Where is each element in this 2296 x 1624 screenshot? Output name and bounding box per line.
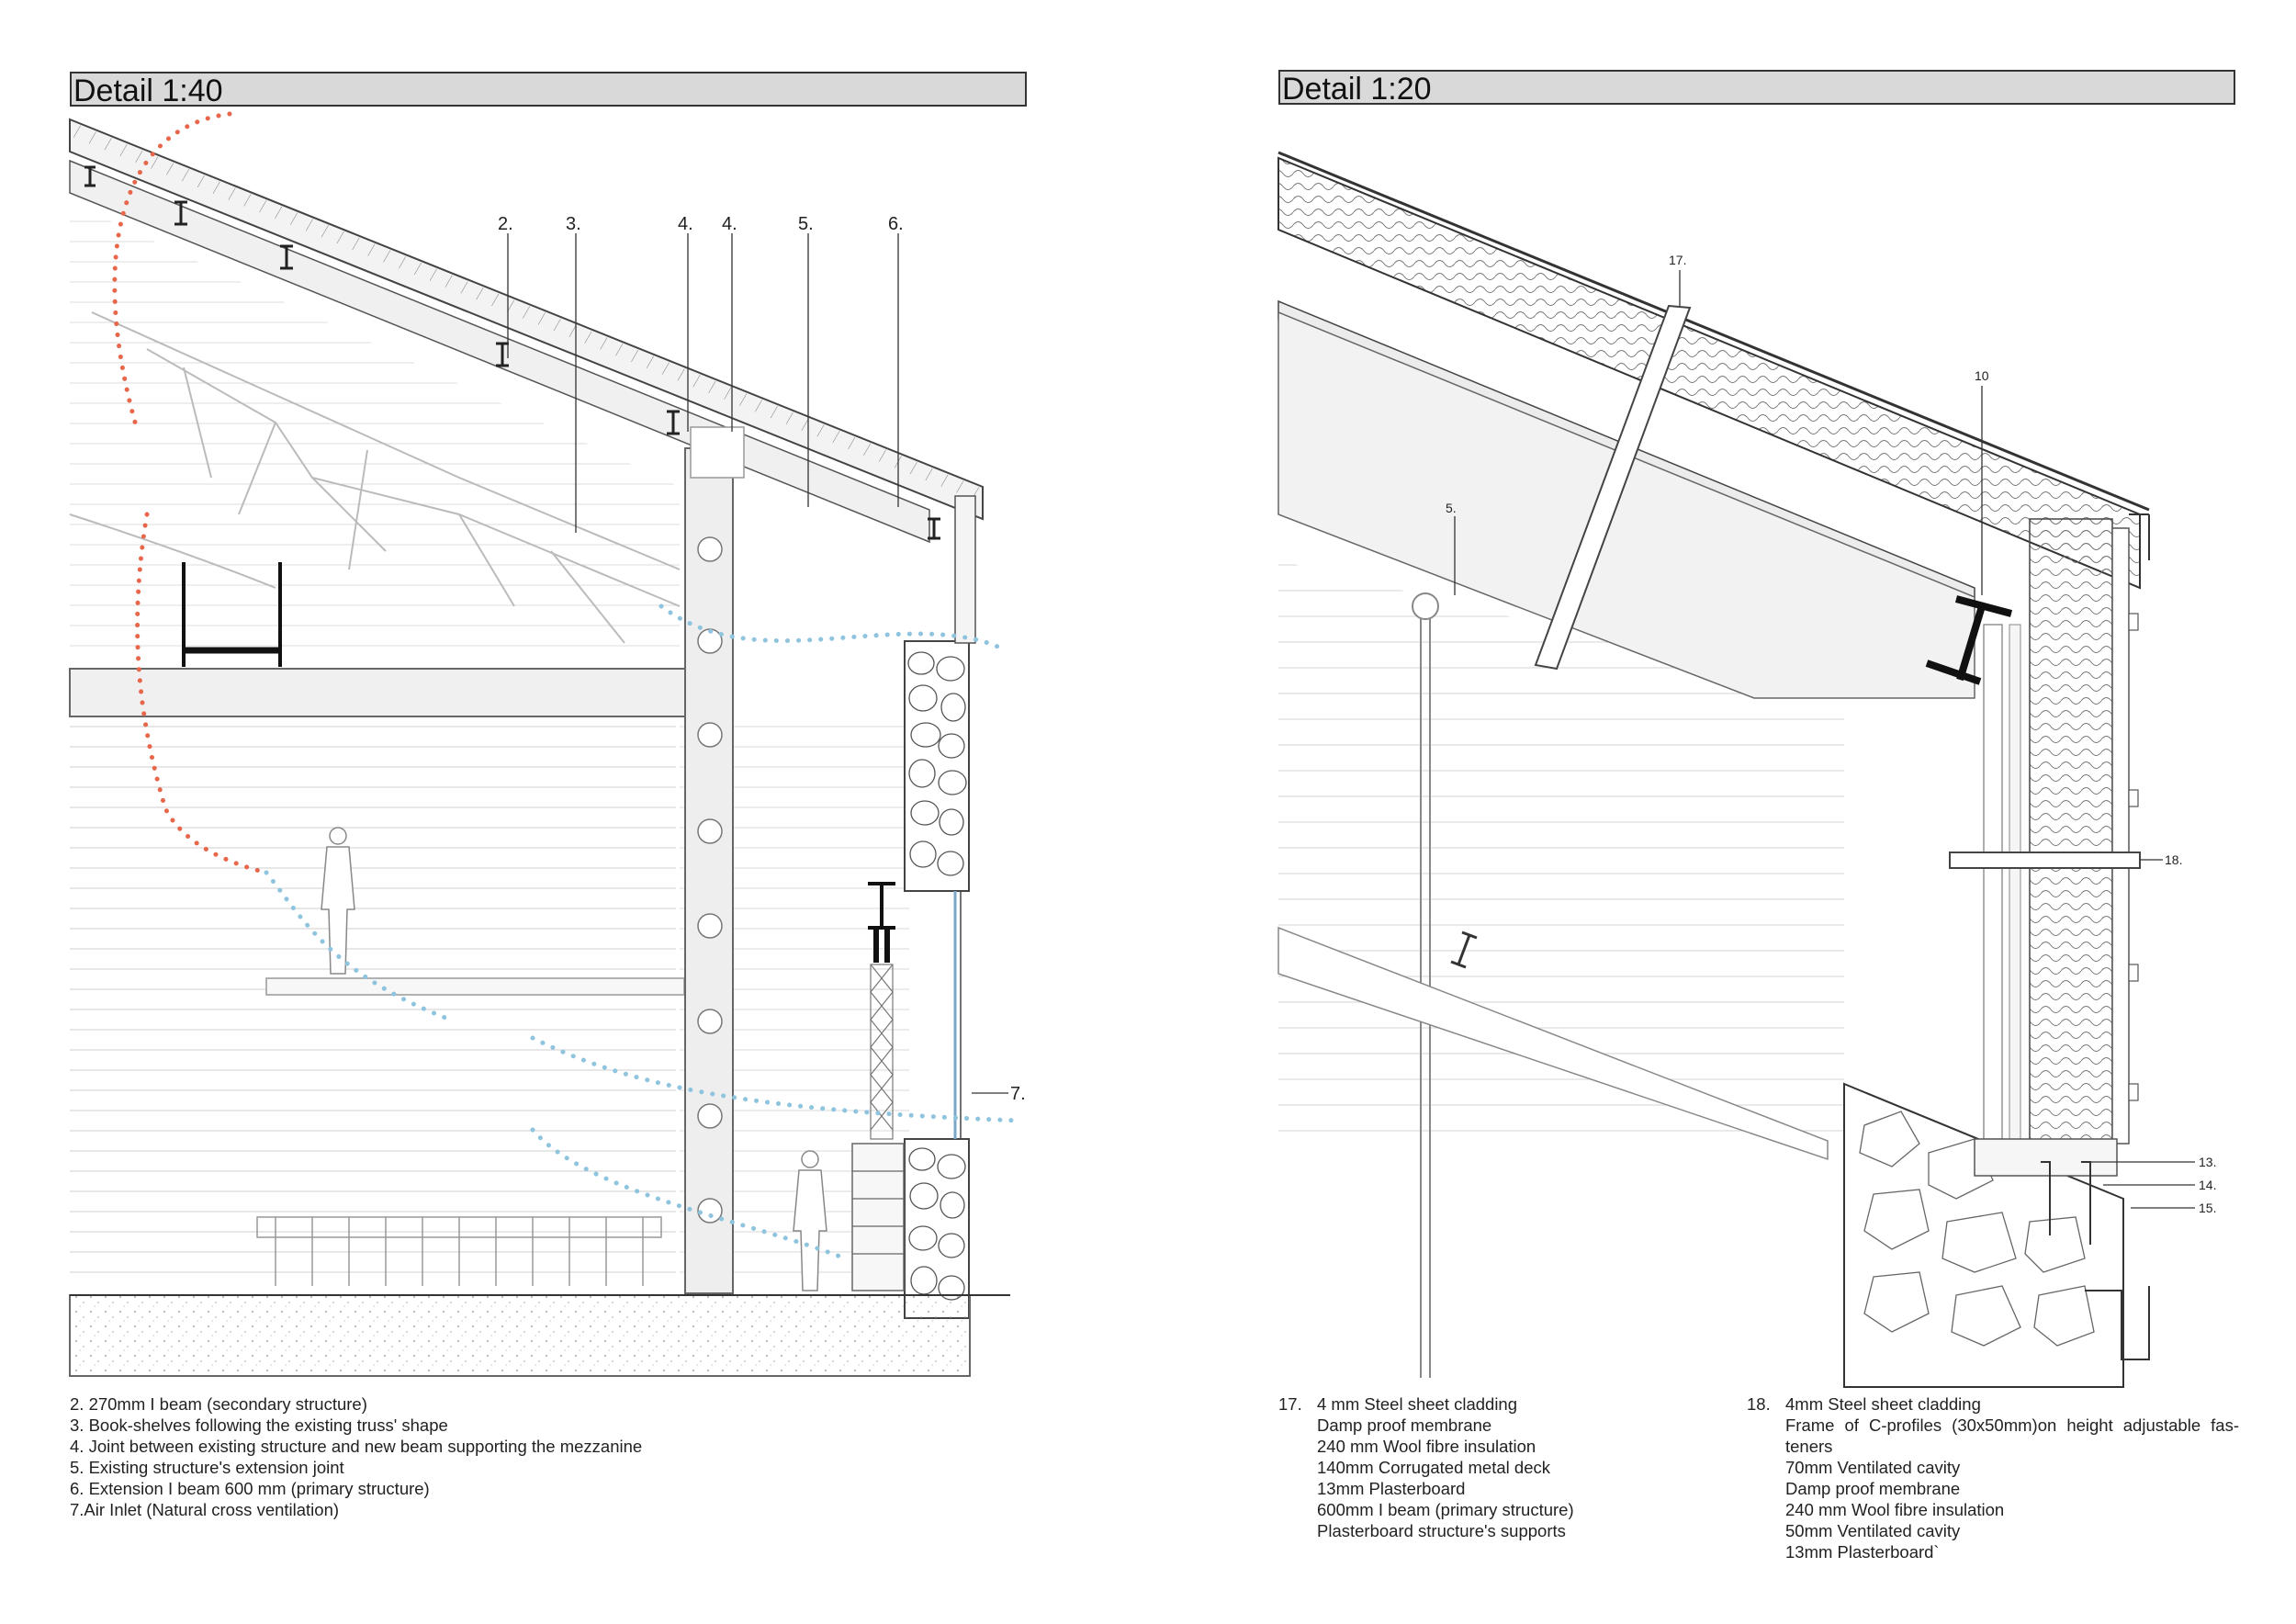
detail-1-20-drawing <box>1278 152 2216 1387</box>
spec-line: 600mm I beam (primary structure) <box>1317 1500 1574 1519</box>
detail-1-20-title: Detail 1:20 <box>1278 70 2235 105</box>
spec-line: 50mm Ventilated cavity <box>1785 1521 1961 1540</box>
detail-1-40-legend <box>70 1393 896 1520</box>
callout-7: 7. <box>1010 1084 1026 1104</box>
spec-17-roof-build-up <box>1278 1393 1701 1568</box>
spec-line: Plasterboard structure's supports <box>1317 1521 1566 1540</box>
detail-1-40-title: Detail 1:40 <box>70 72 1027 107</box>
spec-line: 140mm Corrugated metal deck <box>1317 1458 1550 1477</box>
spec-line: 13mm Plasterboard <box>1317 1479 1466 1498</box>
spec-17-number: 17. <box>1278 1394 1302 1414</box>
callout-3: 3. <box>566 214 581 234</box>
spec-line: 4 mm Steel sheet cladding <box>1317 1394 1518 1414</box>
legend-item: 4. Joint between existing structure and new beam supporting the mezzanine <box>70 1437 643 1456</box>
legend-item: 5. Existing structure's extension joint <box>70 1458 344 1477</box>
bookshelf-background <box>70 716 676 1286</box>
callout-5: 5. <box>798 214 814 234</box>
callout-4b: 4. <box>722 214 737 234</box>
legend-item: 7.Air Inlet (Natural cross ventilation) <box>70 1500 340 1519</box>
mezzanine-slab <box>70 669 685 716</box>
spec-line: 240 mm Wool fibre insulation <box>1785 1500 2005 1519</box>
callout-4a: 4. <box>678 214 693 234</box>
legend-item: 3. Book-shelves following the existing truss' shape <box>70 1415 448 1435</box>
callout-14: 14. <box>2199 1178 2217 1192</box>
spec-line: Frame of C-profiles (30x50mm)on height adjustable fas- <box>1785 1415 2239 1435</box>
callout-6: 6. <box>888 214 904 234</box>
legend-item: 2. 270mm I beam (secondary structure) <box>70 1394 367 1414</box>
callout-5-right: 5. <box>1446 501 1457 515</box>
wall-cladding <box>2112 528 2129 1144</box>
spec-line: 240 mm Wool fibre insulation <box>1317 1437 1536 1456</box>
callout-17: 17. <box>1669 253 1687 267</box>
spec-line: 13mm Plasterboard` <box>1785 1542 1940 1562</box>
legend-item: 6. Extension I beam 600 mm (primary structure) <box>70 1479 430 1498</box>
joint-plate <box>691 427 744 478</box>
detail-1-40-drawing <box>70 114 1026 1376</box>
callout-18: 18. <box>2165 852 2183 867</box>
central-column <box>685 448 733 1293</box>
spec-line: teners <box>1785 1437 1833 1456</box>
low-shelf <box>852 1144 904 1291</box>
callout-2: 2. <box>498 214 513 234</box>
ground-slab <box>70 1295 970 1376</box>
wall-insulation <box>2030 519 2112 1144</box>
spec-line: 70mm Ventilated cavity <box>1785 1458 1961 1477</box>
spec-18-number: 18. <box>1747 1394 1771 1414</box>
spec-18-wall-build-up <box>1747 1393 2243 1568</box>
spec-line: Damp proof membrane <box>1785 1479 1961 1498</box>
callout-15: 15. <box>2199 1201 2217 1215</box>
section-cut-18 <box>1950 852 2140 868</box>
callout-10: 10 <box>1975 368 1989 383</box>
spec-line: 4mm Steel sheet cladding <box>1785 1394 1981 1414</box>
spec-line: Damp proof membrane <box>1317 1415 1492 1435</box>
callout-13: 13. <box>2199 1155 2217 1169</box>
